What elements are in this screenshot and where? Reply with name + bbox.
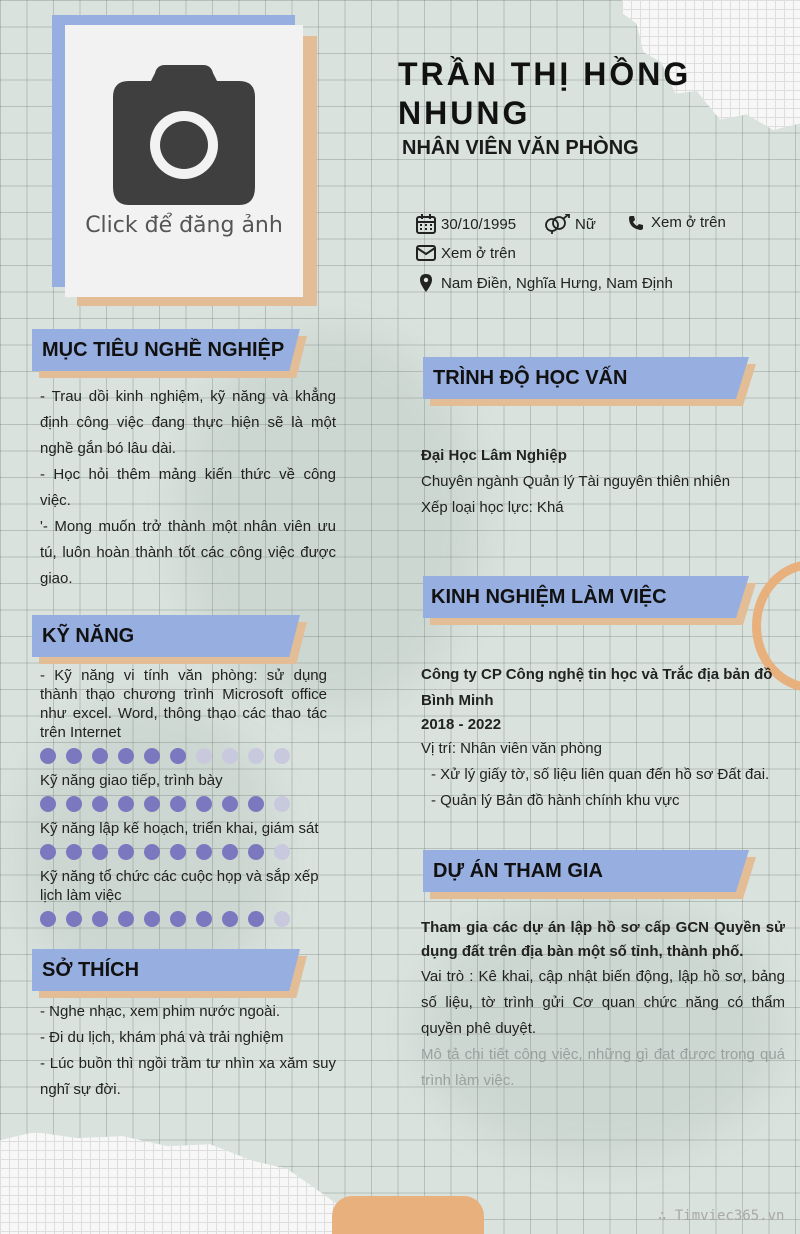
phone-icon [628,215,643,231]
education-text [421,443,791,521]
objective-text [40,384,336,592]
experience-text [421,662,793,814]
education-major: Chuyên ngành Quản lý Tài nguyên thiên nhiên [421,473,731,490]
section-heading-education [423,357,749,399]
rating-dot-filled [118,796,134,812]
experience-heading: KINH NGHIỆM LÀM VIỆC [431,586,667,608]
calendar-icon [416,214,436,234]
rating-dot-filled [144,844,160,860]
rating-dot-filled [170,796,186,812]
rating-dot-filled [222,844,238,860]
rating-dot-filled [222,911,238,927]
rating-dot-empty [196,748,212,764]
rating-dot-filled [118,911,134,927]
rating-dot-empty [274,748,290,764]
rating-dot-filled [248,796,264,812]
email-info [416,244,516,262]
hobby-line: - Nghe nhạc, xem phim nước ngoài. [40,1003,280,1020]
skill-rating [40,796,290,812]
projects-text [421,916,785,1094]
education-grade: Xếp loại học lực: Khá [421,499,564,516]
objective-heading: MỤC TIÊU NGHỀ NGHIỆP [42,339,285,361]
rating-dot-empty [274,844,290,860]
rating-dot-filled [40,911,56,927]
phone-value: Xem ở trên [651,214,726,231]
skill-name: - Kỹ năng vi tính văn phòng: sử dụng thành thạo chương trình Microsoft office như excel. Word, thông thạo các thao tác trên Internet [40,667,327,741]
skills-heading: KỸ NĂNG [42,625,135,647]
rating-dot-empty [274,911,290,927]
rating-dot-filled [66,844,82,860]
gender-value: Nữ [575,215,596,233]
experience-task: - Quản lý Bản đồ hành chính khu vực [431,792,680,809]
rating-dot-filled [170,748,186,764]
camera-icon [113,65,255,205]
objective-line: - Học hỏi thêm mảng kiến thức về công việc. [40,466,336,509]
name-line-2: NHUNG [398,95,531,131]
skill-name: Kỹ năng tổ chức các cuộc họp và sắp xếp lịch làm việc [40,868,319,904]
rating-dot-filled [40,748,56,764]
rating-dot-filled [170,911,186,927]
objective-line: - Trau dồi kinh nghiệm, kỹ năng và khẳng định công việc đang thực hiện sẽ là một nghề gắn bó lâu dài. [40,388,336,457]
section-heading-projects [423,850,749,892]
rating-dot-filled [144,796,160,812]
experience-position: Vị trí: Nhân viên văn phòng [421,740,602,757]
job-title: NHÂN VIÊN VĂN PHÒNG [402,137,639,159]
email-value: Xem ở trên [441,244,516,262]
section-heading-skills [32,615,300,657]
education-heading: TRÌNH ĐỘ HỌC VẤN [433,367,628,389]
project-description-placeholder: Mô tả chi tiết công việc, những gì đạt được trong quá trình làm việc. [421,1046,785,1089]
rating-dot-filled [92,911,108,927]
rating-dot-filled [222,796,238,812]
experience-task: - Xử lý giấy tờ, số liệu liên quan đến hồ sơ Đất đai. [431,766,770,783]
birthday-value: 30/10/1995 [441,215,517,233]
rating-dot-filled [144,748,160,764]
rating-dot-empty [248,748,264,764]
rating-dot-filled [144,911,160,927]
hobbies-text [40,999,336,1103]
gender-icon [544,214,570,234]
rating-dot-filled [196,796,212,812]
candidate-name [398,55,728,133]
envelope-icon [416,244,436,262]
rating-dot-empty [274,796,290,812]
rating-dot-filled [92,796,108,812]
company-name: Công ty CP Công nghệ tin học và Trắc địa bản đồ Bình Minh [421,666,773,709]
gender-info [544,214,596,234]
rating-dot-filled [196,911,212,927]
experience-period: 2018 - 2022 [421,716,502,733]
project-role: Vai trò : Kê khai, cập nhật biến động, lập hồ sơ, bảng số liệu, tờ trình gửi Cơ quan chức năng có thẩm quyền phê duyệt. [421,968,785,1037]
skill-rating [40,911,290,927]
rating-dot-filled [248,911,264,927]
photo-upload-label: Click để đăng ảnh [85,213,283,238]
watermark: ∴ Timviec365.vn [658,1208,785,1224]
rating-dot-filled [66,911,82,927]
rating-dot-filled [118,844,134,860]
skill-name: Kỹ năng lập kế hoạch, triển khai, giám sát [40,820,319,837]
rating-dot-filled [92,844,108,860]
rating-dot-filled [66,748,82,764]
school-name: Đại Học Lâm Nghiệp [421,447,567,464]
location-pin-icon [420,274,432,292]
section-heading-hobbies [32,949,300,991]
skill-rating [40,844,290,860]
rating-dot-filled [170,844,186,860]
photo-upload[interactable] [65,25,303,297]
hobby-line: - Đi du lịch, khám phá và trải nghiệm [40,1029,284,1046]
project-title: Tham gia các dự án lập hồ sơ cấp GCN Quyền sử dụng đất trên địa bàn một số tỉnh, thành phố. [421,919,785,960]
rating-dot-filled [196,844,212,860]
section-heading-objective [32,329,300,371]
rating-dot-filled [40,796,56,812]
rating-dot-filled [92,748,108,764]
skill-name: Kỹ năng giao tiếp, trình bày [40,772,223,789]
rating-dot-filled [248,844,264,860]
address-info [420,274,673,292]
rating-dot-filled [66,796,82,812]
phone-info [628,214,726,231]
torn-paper-decoration [0,1132,350,1234]
birthday-info [416,214,516,234]
objective-line: '- Mong muốn trở thành một nhân viên ưu tú, luôn hoàn thành tốt các công việc được giao. [40,518,336,587]
section-heading-experience [423,576,749,618]
hobbies-heading: SỞ THÍCH [42,959,140,981]
rating-dot-filled [40,844,56,860]
orange-shape-decoration [332,1196,484,1234]
name-line-1: TRẦN THỊ HỒNG [398,56,692,92]
rating-dot-empty [222,748,238,764]
hobby-line: - Lúc buồn thì ngồi trầm tư nhìn xa xăm suy nghĩ sự đời. [40,1055,336,1098]
rating-dot-filled [118,748,134,764]
projects-heading: DỰ ÁN THAM GIA [433,860,603,882]
skill-rating [40,748,290,764]
address-value: Nam Điền, Nghĩa Hưng, Nam Định [441,274,673,292]
